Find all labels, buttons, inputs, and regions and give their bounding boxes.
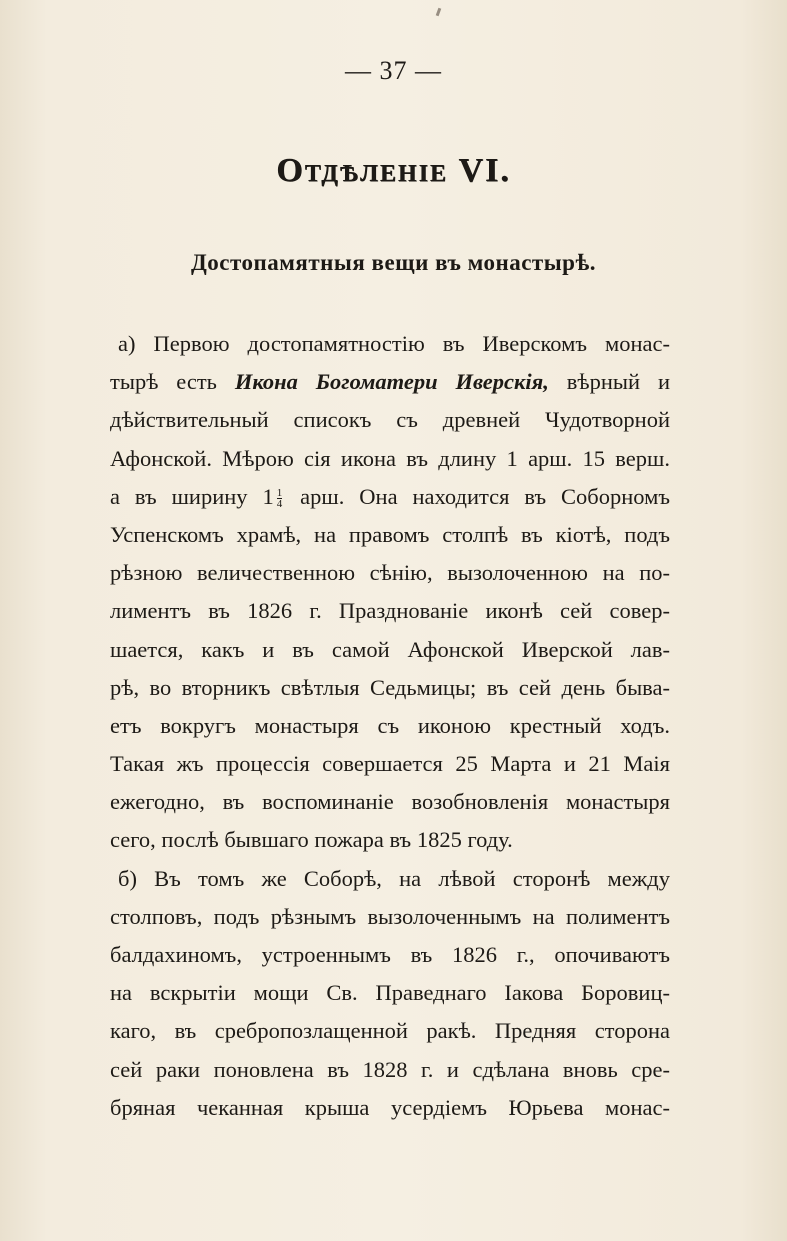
text-line: каго, въ сребропозлащенной ракѣ. Предняя сторона [110,1018,670,1044]
text-line: рѣзною величественною сѣнію, вызолоченною на по- [110,560,670,586]
text-line: сего, послѣ бывшаго пожара въ 1825 году. [110,827,513,853]
icon-title: Икона Богоматери Иверскія, [234,369,549,395]
text-line: столповъ, подъ рѣзнымъ вызолоченнымъ на полиментъ [110,903,670,929]
text-line: шается, какъ и въ самой Афонской Иверской лав- [110,636,670,662]
text-line: балдахиномъ, устроеннымъ въ 1826 г., опочиваютъ [110,942,670,967]
text-line: на вскрытіи мощи Св. Праведнаго Іакова Боровиц- [110,980,670,1006]
text-line: бряная чеканная крыша усердіемъ Юрьева монас- [110,1094,670,1120]
text-line: етъ вокругъ монастыря съ иконою крестный ходъ. [110,712,670,738]
text-line: тырѣ есть Икона Богоматери Иверскія, вѣрный и [110,369,670,395]
body-text [110,325,670,1127]
text-line: сей раки поновлена въ 1828 г. и сдѣлана вновь сре- [110,1056,670,1082]
text-line: дѣйствительный списокъ съ древней Чудотворной [110,407,670,433]
text-line: Успенскомъ храмѣ, на правомъ столпѣ въ кіотѣ, подъ [110,521,670,547]
text-line: а) Первою достопамятностію въ Иверскомъ монас- [118,331,670,356]
page-number: — 37 — [345,56,442,85]
ink-speck [436,8,442,17]
text-line: рѣ, во вторникъ свѣтлыя Седьмицы; въ сей день быва- [110,674,670,700]
text-line: б) Въ томъ же Соборѣ, на лѣвой сторонѣ между [118,865,670,891]
section-subtitle: Достопамятныя вещи въ монастырѣ. [190,250,597,275]
text-line: Такая жъ процессія совершается 25 Марта и 21 Маія [110,751,670,777]
text-line: лиментъ въ 1826 г. Празднованіе иконѣ сей совер- [110,598,670,624]
text-line: ежегодно, въ воспоминаніе возобновленія монастыря [110,789,670,815]
text-line: Афонской. Мѣрою сія икона въ длину 1 арш. 15 верш. [110,445,670,471]
fraction: $\frac{1}{4}$ [276,487,283,511]
text-line: а въ ширину 1 $\frac{1}{4}$ арш. Она находится въ Соборномъ [110,483,670,511]
section-title: Отдѣленіе VI. [276,152,511,189]
